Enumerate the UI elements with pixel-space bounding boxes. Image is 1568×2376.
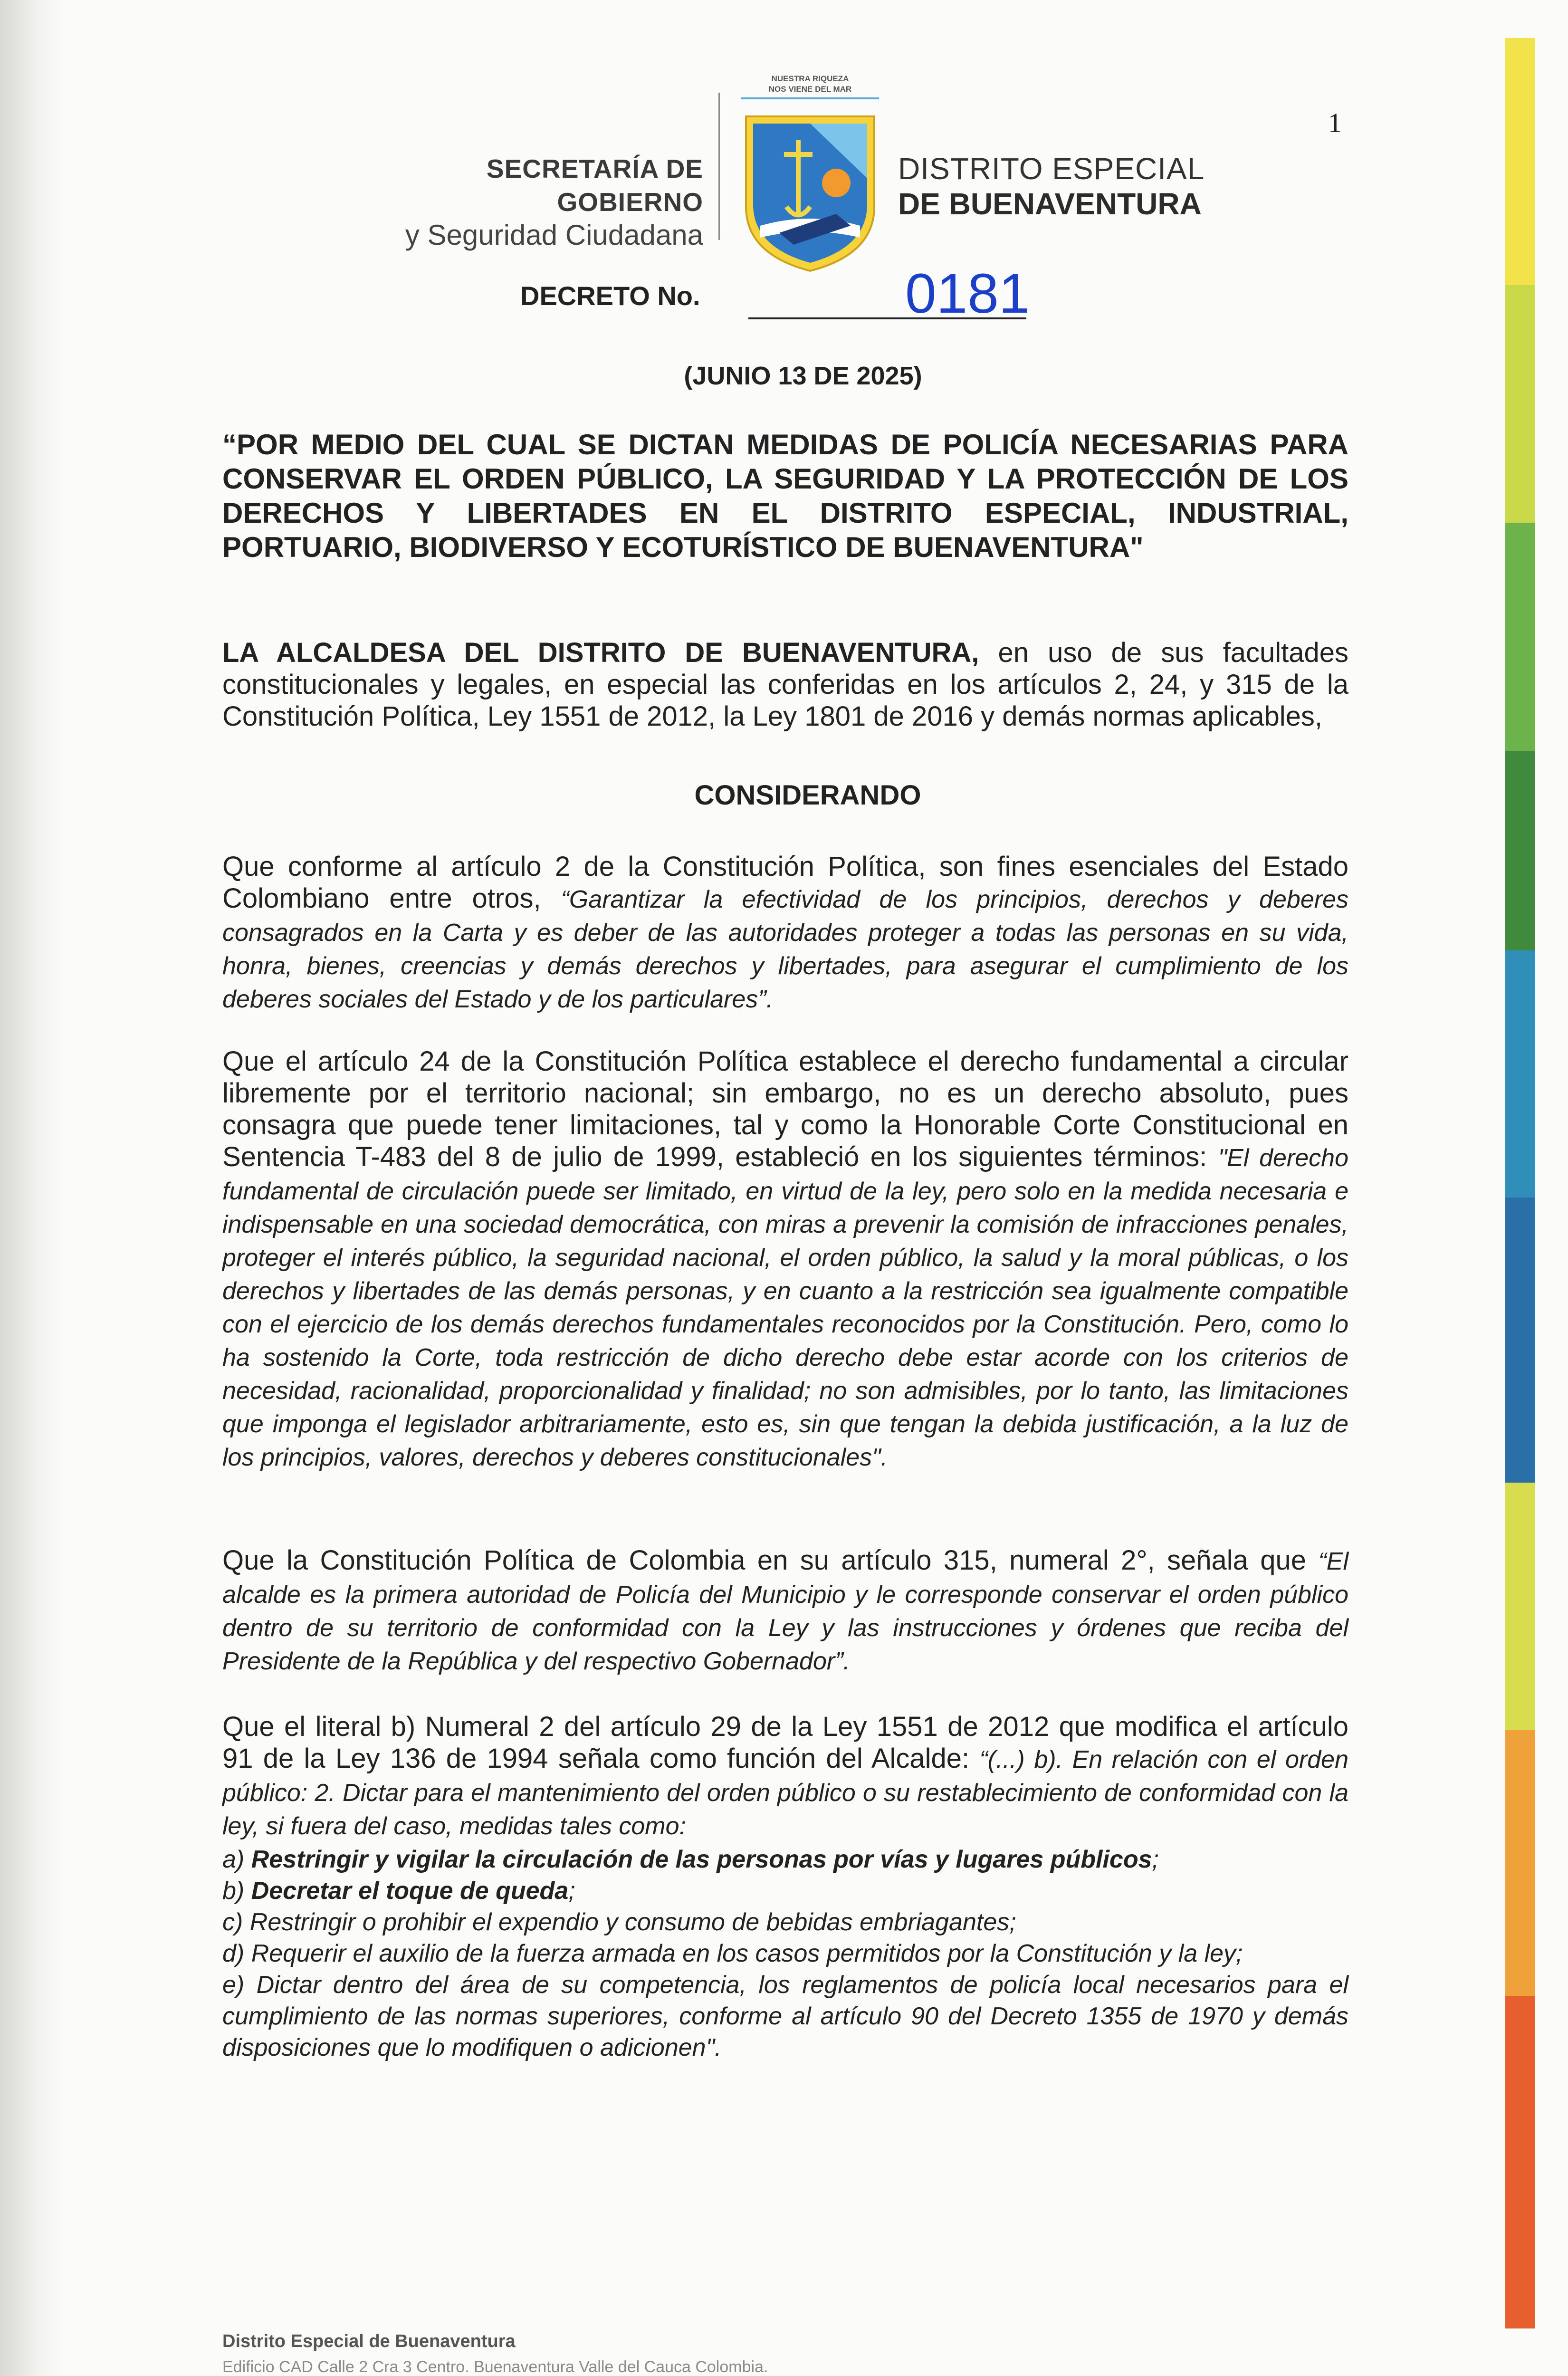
decree-label: DECRETO No. — [520, 281, 700, 311]
paragraph-3-quote: “El alcalde es la primera autoridad de Policía del Municipio y le corresponde conservar el orden público dentro de su territorio de conformidad con la Ley y las instrucciones y órdenes que reciba del Presidente de la República y del respectivo Gobernador”. — [222, 1548, 1348, 1675]
page-number: 1 — [1328, 107, 1342, 138]
department-name — [342, 152, 703, 252]
paragraph-4 — [222, 1711, 1348, 1842]
paragraph-2 — [222, 1045, 1348, 1474]
district-name — [898, 151, 1205, 221]
intro-text: en uso de sus facultades constitucionales y legales, en especial las conferidas en los artículos 2, 24, y 315 de la Constitución Política, Ley 1551 de 2012, la Ley 1801 de 2016 y demás normas aplicables, — [222, 637, 1348, 732]
department-line-1: SECRETARÍA DE GOBIERNO — [486, 154, 703, 217]
motto-line-1: NUESTRA RIQUEZA — [771, 74, 849, 83]
footer-name: Distrito Especial de Buenaventura — [222, 2331, 516, 2351]
intro-paragraph — [222, 637, 1348, 732]
decree-title: “POR MEDIO DEL CUAL SE DICTAN MEDIDAS DE POLICÍA NECESARIAS PARA CONSERVAR EL ORDEN PÚBLICO, LA SEGURIDAD Y LA PROTECCIÓN DE LOS DERECHOS Y LIBERTADES EN EL DISTRITO ESPECIAL, INDUSTRIAL, PORTUARIO, BIODIVERSO Y ECOTURÍSTICO DE BUENAVENTURA" — [222, 429, 1348, 563]
paragraph-1-text: Que conforme al artículo 2 de la Constitución Política, son fines esenciales del Estado Colombiano entre otros, — [222, 851, 1348, 914]
department-line-2: y Seguridad Ciudadana — [405, 219, 703, 251]
decree-number-field — [748, 262, 1030, 325]
paragraph-3-text: Que la Constitución Política de Colombia en su artículo 315, numeral 2°, señala que — [222, 1545, 1319, 1576]
paragraph-4-quote: “(...) b). En relación con el orden público: 2. Dictar para el mantenimiento del orden público o su restablecimiento de conformidad con la ley, si fuera del caso, medidas tales como: — [222, 1746, 1348, 1840]
paragraph-2-quote: "El derecho fundamental de circulación puede ser limitado, en virtud de la ley, pero solo en la medida necesaria e indispensable en una sociedad democrática, con miras a prevenir la comisión de infracciones penales, proteger el interés público, la seguridad nacional, el orden público, la salud y la moral públicas, o los derechos y libertades de las demás personas, y en cuanto a la restricción sea igualmente compatible con el ejercicio de los demás derechos fundamentales reconocidos por la Constitución. Pero, como lo ha sostenido la Corte, toda restricción de dicho derecho debe estar acorde con los criterios de necesidad, racionalidad, proporcionalidad y finalidad; no son admisibles, por lo tanto, las limitaciones que imponga el legislador arbitrariamente, esto es, sin que tengan la debida justificación, a la luz de los principios, valores, derechos y deberes constitucionales". — [222, 1144, 1348, 1471]
measure-item: e) Dictar dentro del área de su competencia, los reglamentos de policía local necesarios para el cumplimiento de las normas superiores, conforme al artículo 90 del Decreto 1355 de 1970 y demás disposiciones que lo modifiquen o adicionen". — [222, 1971, 1348, 2061]
header-divider — [718, 93, 720, 240]
measure-item: b) Decretar el toque de queda; — [222, 1877, 575, 1905]
intro-lead: LA ALCALDESA DEL DISTRITO DE BUENAVENTURA, — [222, 637, 979, 668]
footer — [222, 2328, 768, 2376]
paragraph-1-quote: “Garantizar la efectividad de los principios, derechos y deberes consagrados en la Carta y es deber de las autoridades proteger a todas las personas en su vida, honra, bienes, creencias y demás derechos y libertades, para asegurar el cumplimiento de los deberes sociales del Estado y de los particulares”. — [222, 886, 1348, 1013]
district-line-1: DISTRITO ESPECIAL — [898, 152, 1205, 186]
paragraph-1 — [222, 851, 1348, 1016]
measures-list — [222, 1844, 1348, 2063]
scan-shadow — [0, 0, 67, 2376]
measure-item: c) Restringir o prohibir el expendio y consumo de bebidas embriagantes; — [222, 1908, 1016, 1936]
considerando-heading: CONSIDERANDO — [694, 780, 921, 811]
motto — [741, 74, 879, 95]
motto-line-2: NOS VIENE DEL MAR — [768, 85, 852, 94]
decree-number: 0181 — [905, 262, 1030, 325]
decree-date: (JUNIO 13 DE 2025) — [684, 362, 922, 390]
measure-item: d) Requerir el auxilio de la fuerza armada en los casos permitidos por la Constitución y la ley; — [222, 1940, 1243, 1967]
coat-of-arms-icon — [741, 112, 879, 273]
district-line-2: DE BUENAVENTURA — [898, 187, 1202, 221]
paragraph-2-text: Que el artículo 24 de la Constitución Política establece el derecho fundamental a circular libremente por el territorio nacional; sin embargo, no es un derecho absoluto, pues consagra que puede tener limitaciones, tal y como la Honorable Corte Constitucional en Sentencia T-483 del 8 de julio de 1999, estableció en los siguientes términos: — [222, 1046, 1348, 1172]
motto-underline — [741, 97, 879, 99]
footer-address: Edificio CAD Calle 2 Cra 3 Centro. Buenaventura Valle del Cauca Colombia. — [222, 2358, 768, 2376]
paragraph-4-text: Que el literal b) Numeral 2 del artículo 29 de la Ley 1551 de 2012 que modifica el artículo 91 de la Ley 136 de 1994 señala como función del Alcalde: — [222, 1711, 1348, 1774]
paragraph-3 — [222, 1544, 1348, 1677]
measure-item: a) Restringir y vigilar la circulación de las personas por vías y lugares públicos; — [222, 1846, 1159, 1873]
